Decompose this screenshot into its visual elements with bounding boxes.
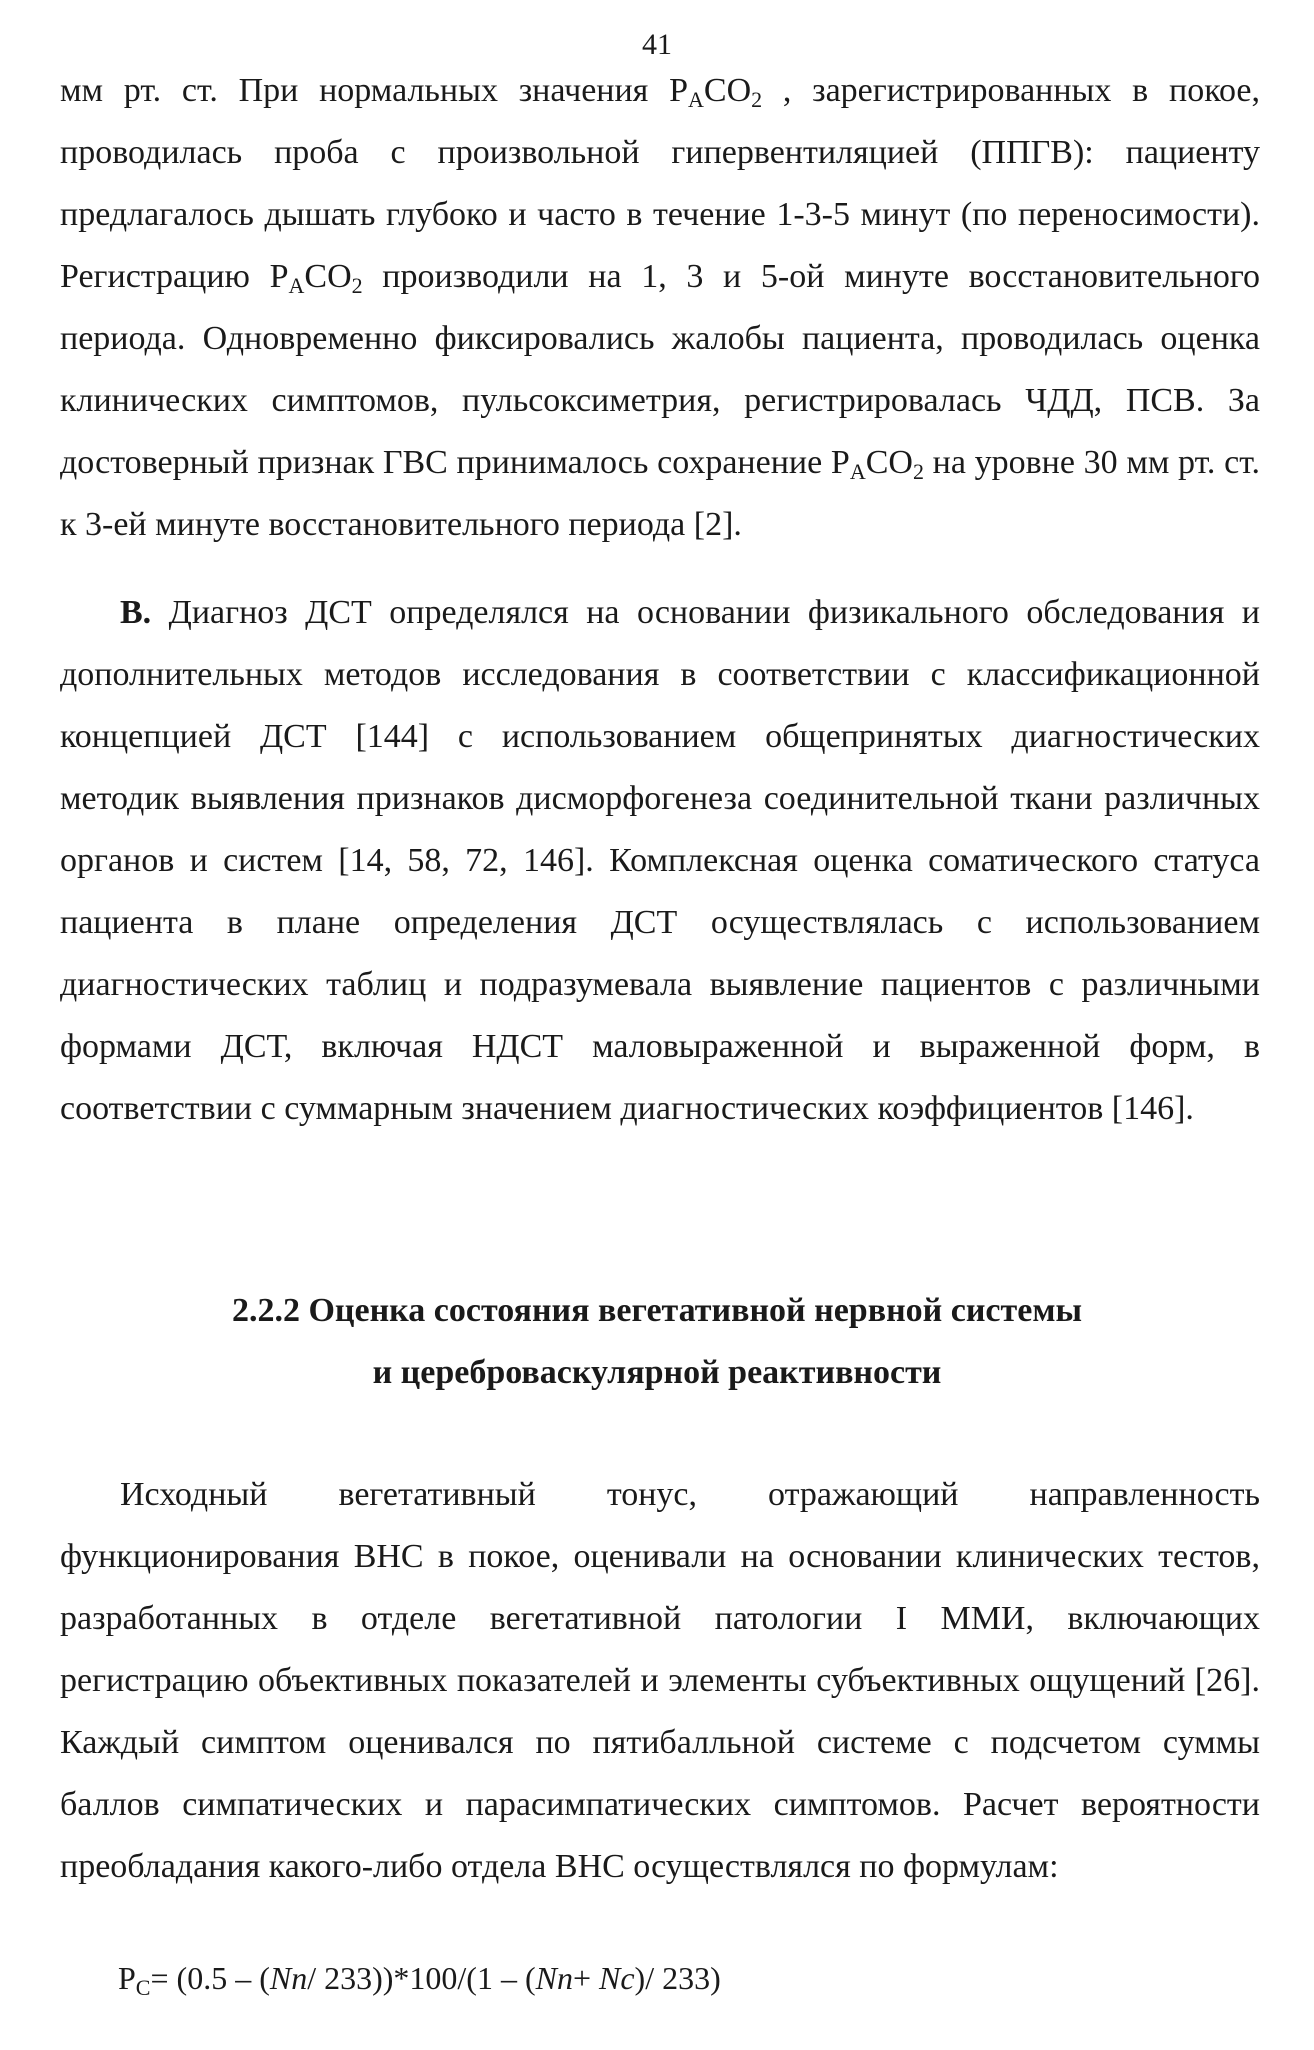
page-number: 41 — [642, 28, 672, 61]
formula-pc: $P_C= (0.5 - (Nп/$ 233))*100/(1 – (Nп+ Nc)/ 233) — [118, 1960, 721, 2000]
paragraph-lead-label: В. — [120, 594, 152, 631]
paragraph-pco2-test: мм рт. ст. При нормальных значения $P_ACO_2$ , зарегистрированных в покое, проводилась проба с произвольной гипервентиляцией (ППГВ): пациенту предлагалось дышать глубоко и часто в течение 1-3-5 минут (по переносимости). Регистрацию $P_ACO_2$ производили на 1, 3 и 5-ой минуте восстановительного периода. Одновременно фиксировались жалобы пациента, проводилась оценка клинических симптомов, пульсоксиметрия, регистрировалась ЧДД, ПСВ. За достоверный признак ГВС принималось сохранение $P_ACO_2$ на уровне 30 мм рт. ст. к 3-ей минуте восстановительного периода [2]. — [60, 72, 1260, 543]
section-heading: 2.2.2 Оценка состояния вегетативной нервной системы и цереброваскулярной реактивности — [231, 1292, 1083, 1391]
paragraph-dst-diagnosis: В. Диагноз ДСТ определялся на основании физикального обследования и дополнительных методов исследования в соответствии с классификационной концепцией ДСТ [144] с использованием общепринятых диагностических методик выявления признаков дисморфогенеза соединительной ткани различных органов и систем [14, 58, 72, 146]. Комплексная оценка соматического статуса пациента в плане определения ДСТ осуществлялась с использованием диагностических таблиц и подразумевала выявление пациентов с различными формами ДСТ, включая НДСТ маловыраженной и выраженной форм, в соответствии с суммарным значением диагностических коэффициентов [146]. — [60, 594, 1260, 1127]
paragraph-vegetative-tonus: Исходный вегетативный тонус, отражающий направленность функционирования ВНС в покое, оценивали на основании клинических тестов, разработанных в отделе вегетативной патологии I ММИ, включающих регистрацию объективных показателей и элементы субъективных ощущений [26]. Каждый симптом оценивался по пятибалльной системе с подсчетом суммы баллов симпатических и парасимпатических симптомов. Расчет вероятности преобладания какого-либо отдела ВНС осуществлялся по формулам: — [60, 1476, 1260, 1885]
